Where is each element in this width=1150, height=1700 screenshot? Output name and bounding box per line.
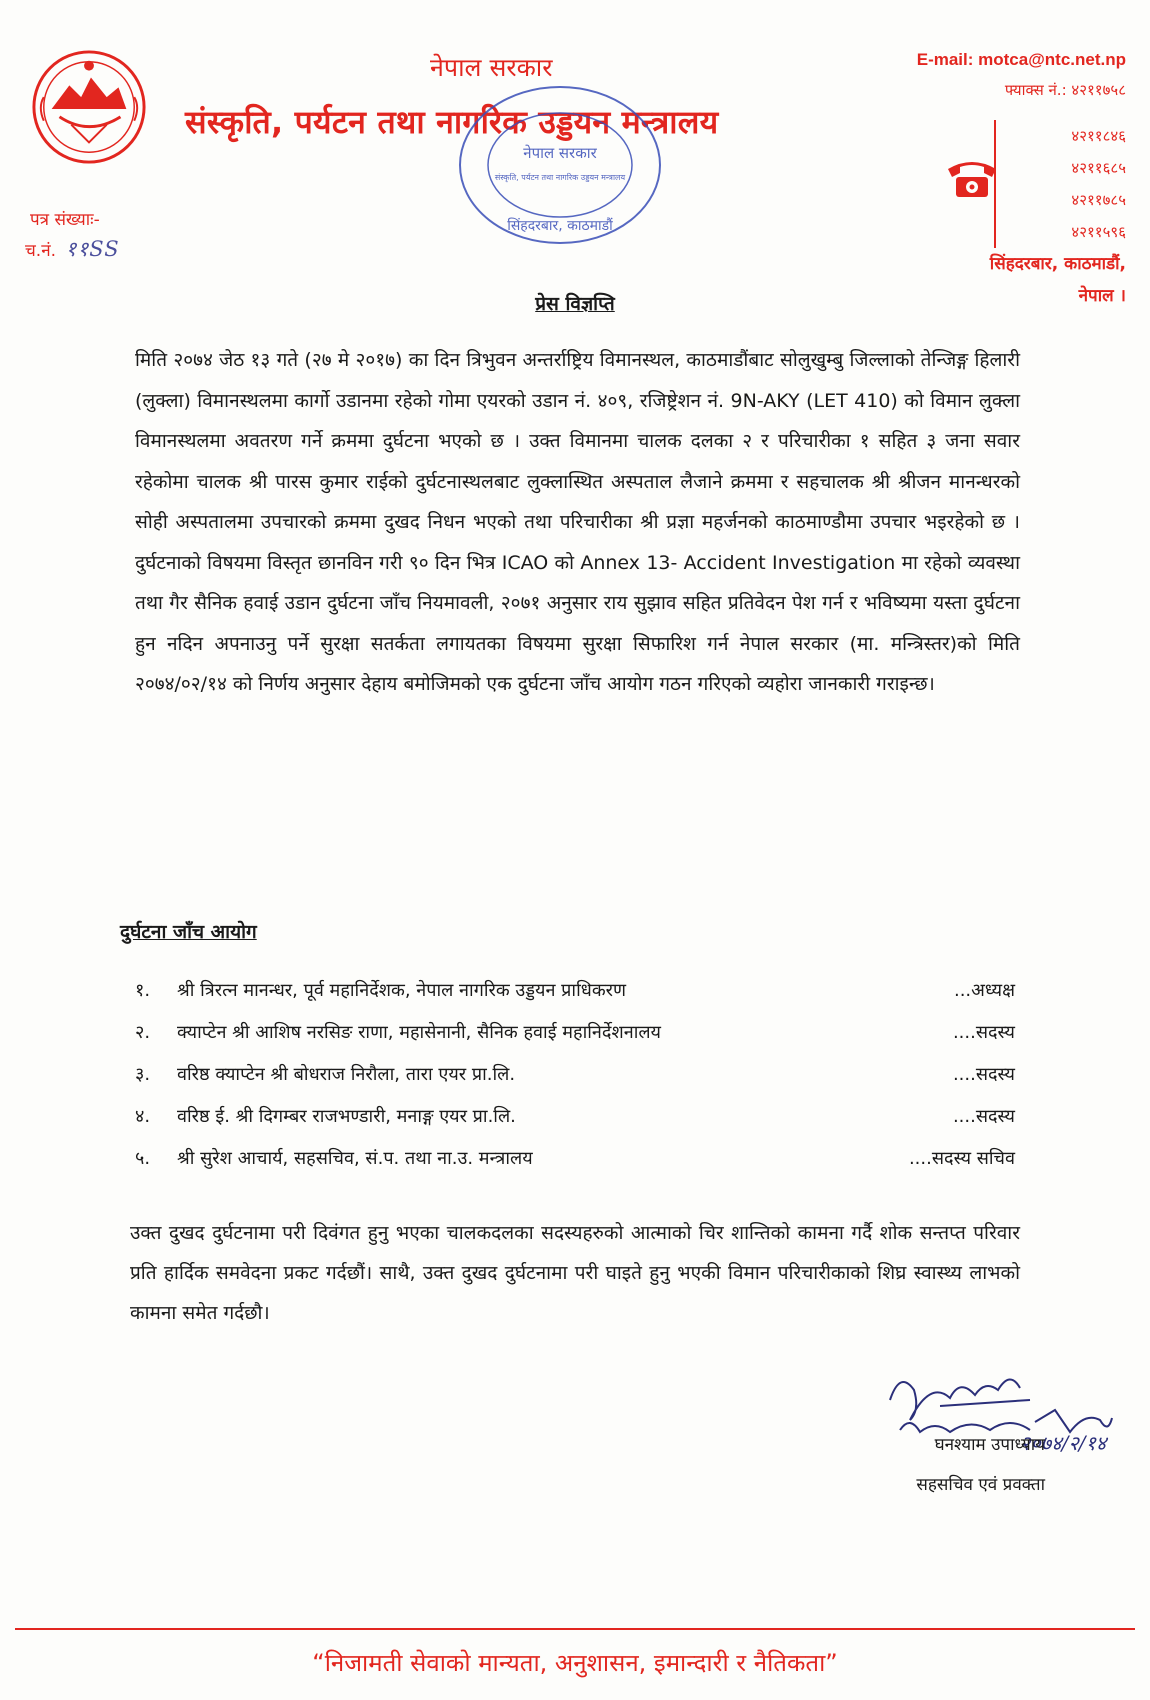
footer-divider	[15, 1628, 1135, 1630]
member-role: ....सदस्य सचिव	[908, 1148, 1015, 1169]
list-item	[135, 1062, 1015, 1104]
member-name: श्री त्रिरत्न मानन्धर, पूर्व महानिर्देशक, नेपाल नागरिक उड्डयन प्राधिकरण	[177, 980, 627, 1001]
document-title: प्रेस विज्ञप्ति	[535, 293, 615, 315]
dispatch-number	[25, 235, 120, 263]
stamp-text-bottom: सिंहदरबार, काठमाडौं	[507, 218, 613, 234]
member-name: श्री सुरेश आचार्य, सहसचिव, सं.प. तथा ना.उ. मन्त्रालय	[177, 1148, 533, 1169]
stamp-text-top: नेपाल सरकार	[523, 144, 597, 162]
telephone-icon	[944, 155, 1000, 201]
ministry-stamp	[455, 80, 665, 250]
member-number: २.	[135, 1022, 151, 1043]
stamp-text-mid: संस्कृति, पर्यटन तथा नागरिक उड्डयन मन्त्रालय	[494, 173, 626, 182]
member-name: वरिष्ठ क्याप्टेन श्री बोधराज निरौला, तारा एयर प्रा.लि.	[177, 1064, 516, 1085]
committee-member-list	[135, 978, 1015, 1188]
member-role: ....सदस्य	[952, 1064, 1015, 1085]
phone-number: ४२११७८५	[1071, 191, 1126, 209]
footer-motto: “निजामती सेवाको मान्यता, अनुशासन, इमान्दारी र नैतिकता”	[312, 1649, 838, 1677]
phone-number: ४२११५९६	[1071, 223, 1126, 241]
fax-number: फ्याक्स नं.: ४२११७५८	[1004, 81, 1126, 99]
address-line-1: सिंहदरबार, काठमाडौं,	[989, 254, 1126, 274]
dispatch-number-label: च.नं.	[25, 241, 57, 261]
list-item	[135, 1104, 1015, 1146]
phone-number: ४२११६८५	[1071, 159, 1126, 177]
phone-numbers	[994, 120, 1126, 248]
ministry-name: संस्कृति, पर्यटन तथा नागरिक उड्डयन मन्त्रालय	[185, 103, 719, 141]
signatory-name: घनश्याम उपाध्याय	[934, 1435, 1045, 1455]
reference-label: पत्र संख्याः-	[30, 210, 100, 230]
list-item	[135, 1146, 1015, 1188]
list-item	[135, 1020, 1015, 1062]
member-name: वरिष्ठ ई. श्री दिगम्बर राजभण्डारी, मनाङ्ग एयर प्रा.लि.	[177, 1106, 516, 1127]
government-name: नेपाल सरकार	[430, 53, 553, 82]
member-name: क्याप्टेन श्री आशिष नरसिङ राणा, महासेनानी, सैनिक हवाई महानिर्देशनालय	[177, 1022, 661, 1043]
nepal-government-emblem-icon	[30, 48, 148, 166]
member-role: ....सदस्य	[952, 1106, 1015, 1127]
member-number: ४.	[135, 1106, 151, 1127]
committee-heading: दुर्घटना जाँच आयोग	[120, 921, 257, 943]
member-number: १.	[135, 980, 151, 1001]
contact-block	[917, 50, 1126, 100]
list-item	[135, 978, 1015, 1020]
member-number: ५.	[135, 1148, 151, 1169]
member-role: ....सदस्य	[952, 1022, 1015, 1043]
closing-paragraph: उक्त दुखद दुर्घटनामा परी दिवंगत हुनु भएका चालकदलका सदस्यहरुको आत्माको चिर शान्तिको कामना गर्दै शोक सन्तप्त परिवार प्रति हार्दिक समवेदना प्रकट गर्दछौं। साथै, उक्त दुखद दुर्घटनामा परी घाइते हुनु भएकी विमान परिचारीकाको शिघ्र स्वास्थ्य लाभको कामना समेत गर्दछौ।	[130, 1222, 1020, 1324]
press-release-body: मिति २०७४ जेठ १३ गते (२७ मे २०१७) का दिन त्रिभुवन अन्तर्राष्ट्रिय विमानस्थल, काठमाडौंबाट सोलुखुम्बु जिल्लाको तेन्जिङ्ग हिलारी (लुक्ला) विमानस्थलमा कार्गो उडानमा रहेको गोमा एयरको उडान नं. ४०९, रजिष्ट्रेशन नं. 9N-AKY (LET 410) को विमान लुक्ला विमानस्थलमा अवतरण गर्ने क्रममा दुर्घटना भएको छ । उक्त विमानमा चालक दलका २ र परिचारीका १ सहित ३ जना सवार रहेकोमा चालक श्री पारस कुमार राईको दुर्घटनास्थलबाट लुक्लास्थित अस्पताल लैजाने क्रममा र सहचालक श्री श्रीजन मानन्धरको सोही अस्पतालमा उपचारको क्रममा दुखद निधन भएको तथा परिचारीका श्री प्रज्ञा महर्जनको काठमाण्डौमा उपचार भइरहेको छ । दुर्घटनाको विषयमा विस्तृत छानविन गरी ९० दिन भित्र ICAO को Annex 13- Accident Investigation मा रहेको व्यवस्था तथा गैर सैनिक हवाई उडान दुर्घटना जाँच नियमावली, २०७१ अनुसार राय सुझाव सहित प्रतिवेदन पेश गर्न र भविष्यमा यस्ता दुर्घटना हुन नदिन अपनाउनु पर्ने सुरक्षा सतर्कता लगायतका विषयमा सुरक्षा सिफारिश गर्न नेपाल सरकार (मा. मन्त्रिस्तर)को मिति २०७४/०२/१४ को निर्णय अनुसार देहाय बमोजिमको एक दुर्घटना जाँच आयोग गठन गरिएको व्यहोरा जानकारी गराइन्छ।	[135, 349, 1020, 695]
member-number: ३.	[135, 1064, 151, 1085]
dispatch-number-value: ११SS	[65, 237, 120, 261]
signature-date: २०७४/२/१४	[1020, 1431, 1107, 1455]
member-role: ...अध्यक्ष	[953, 980, 1015, 1001]
signatory-title: सहसचिव एवं प्रवक्ता	[916, 1475, 1045, 1495]
phone-number: ४२११८४६	[1071, 127, 1126, 145]
signatory-block	[916, 1425, 1045, 1505]
email-address: E-mail: motca@ntc.net.np	[916, 50, 1126, 69]
address-line-2: नेपाल ।	[1078, 286, 1126, 306]
